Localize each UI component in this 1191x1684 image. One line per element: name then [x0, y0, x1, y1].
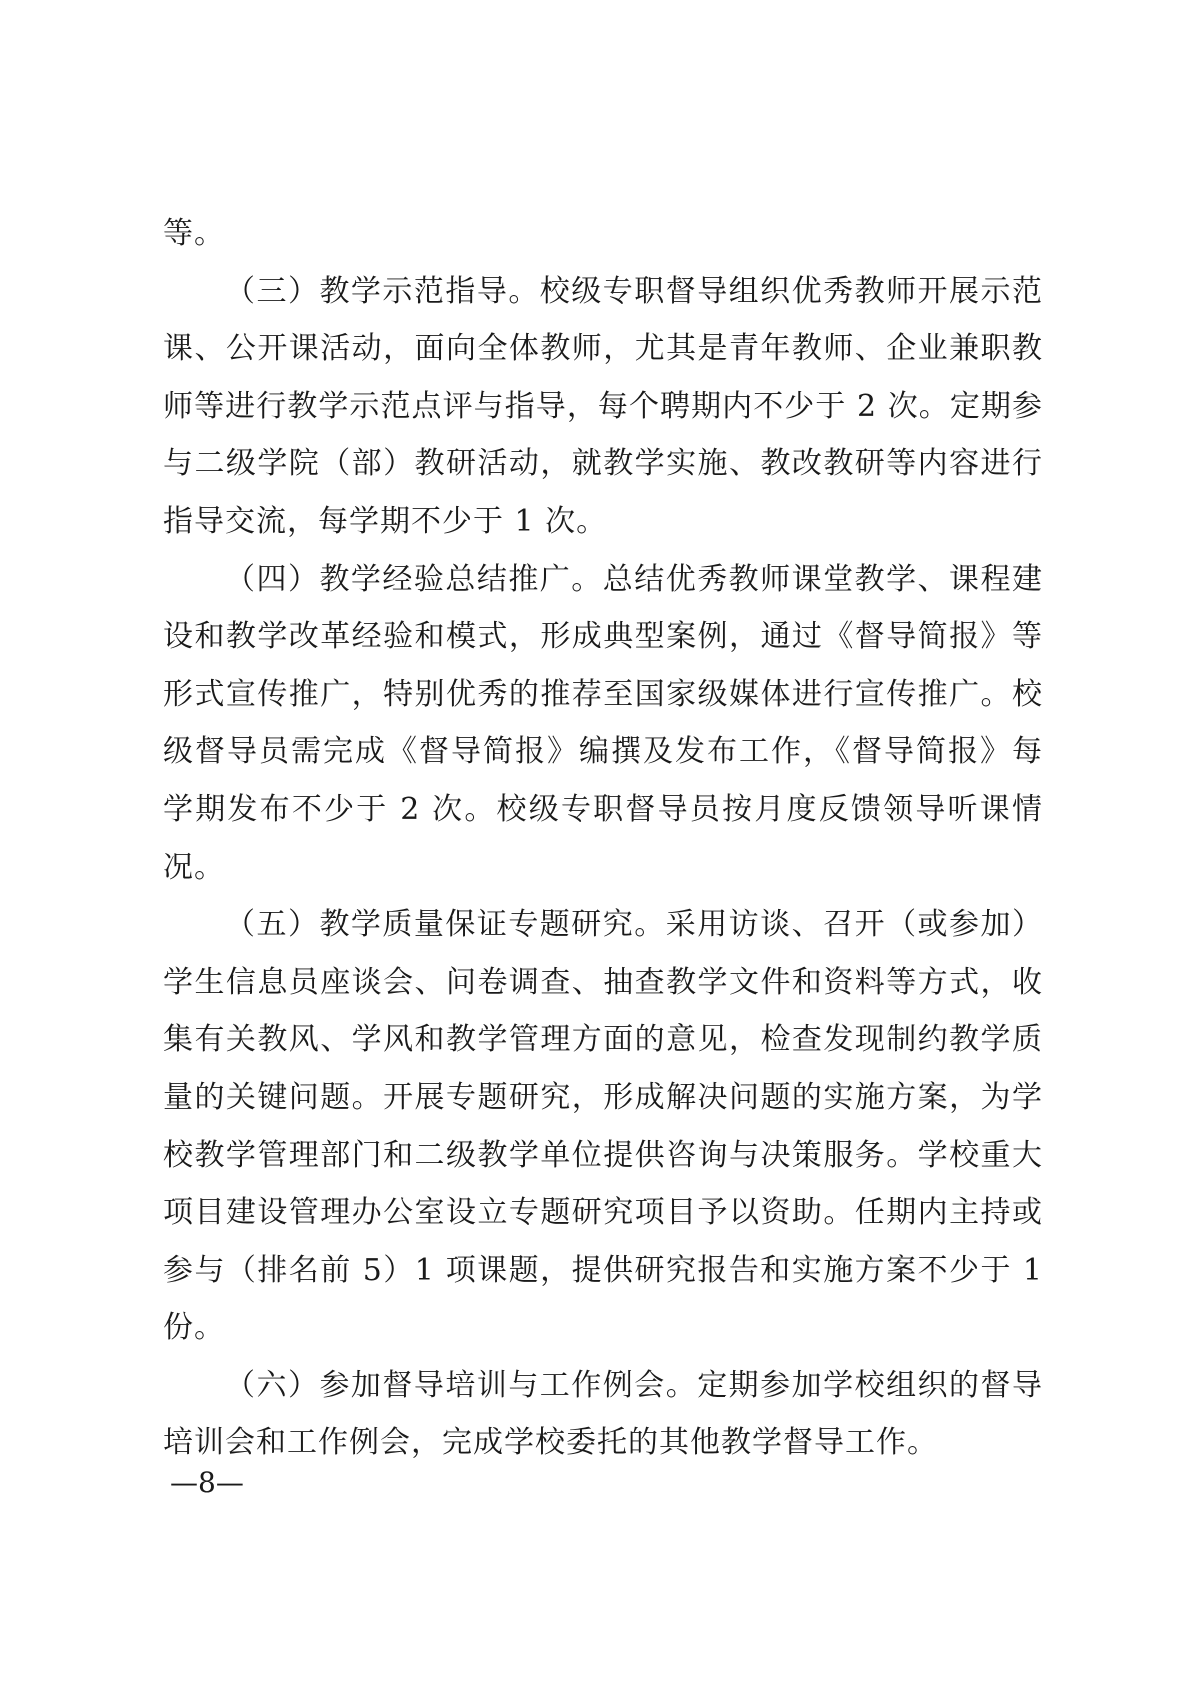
paragraph-teaching-demonstration: （三）教学示范指导。校级专职督导组织优秀教师开展示范课、公开课活动，面向全体教师，尤其是青年教师、企业兼职教师等进行教学示范点评与指导，每个聘期内不少于 2 次。定期参与二级学院（部）教研活动，就教学实施、教改教研等内容进行指导交流，每学期不少于 1 次。	[163, 273, 1043, 539]
document-body	[163, 205, 1043, 1472]
paragraph-experience-promotion: （四）教学经验总结推广。总结优秀教师课堂教学、课程建设和教学改革经验和模式，形成典型案例，通过《督导简报》等形式宣传推广，特别优秀的推荐至国家级媒体进行宣传推广。校级督导员需完成《督导简报》编撰及发布工作，《督导简报》每学期发布不少于 2 次。校级专职督导员按月度反馈领导听课情况。	[163, 561, 1043, 885]
paragraph-quality-research: （五）教学质量保证专题研究。采用访谈、召开（或参加）学生信息员座谈会、问卷调查、抽查教学文件和资料等方式，收集有关教风、学风和教学管理方面的意见，检查发现制约教学质量的关键问题。开展专题研究，形成解决问题的实施方案，为学校教学管理部门和二级教学单位提供咨询与决策服务。学校重大项目建设管理办公室设立专题研究项目予以资助。任期内主持或参与（排名前 5）1 项课题，提供研究报告和实施方案不少于 1 份。	[163, 907, 1043, 1346]
paragraph-continuation: 等。	[163, 216, 225, 251]
page-number: —8—	[170, 1466, 244, 1499]
paragraph-training-meetings: （六）参加督导培训与工作例会。定期参加学校组织的督导培训会和工作例会，完成学校委托的其他教学督导工作。	[163, 1367, 1043, 1461]
